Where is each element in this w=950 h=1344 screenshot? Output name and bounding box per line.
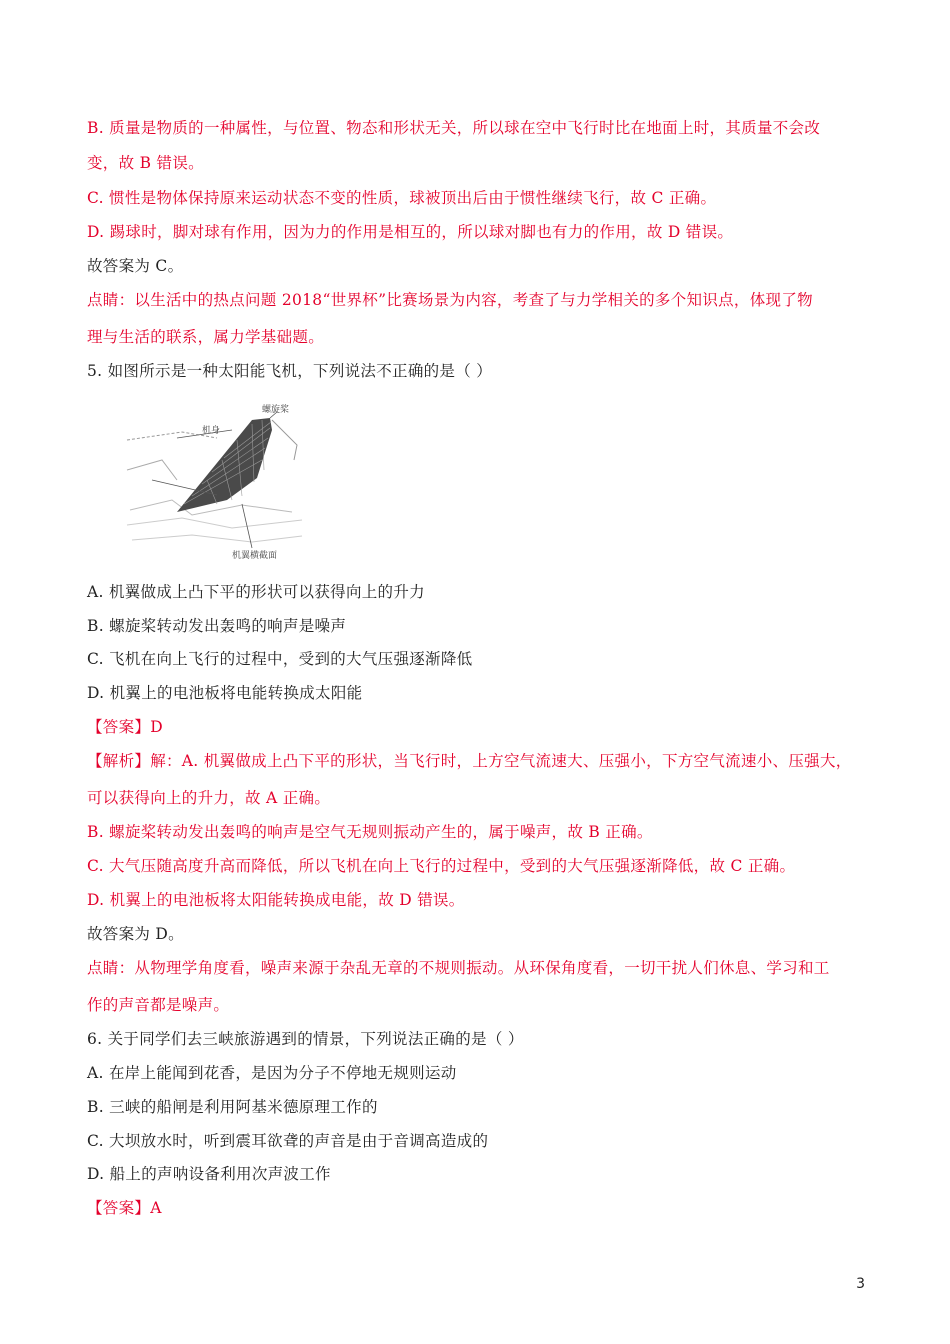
q4-note-line1: 点睛：以生活中的热点问题 2018“世界杯”比赛场景为内容，考查了与力学相关的多个知识点，体现了物 [87,291,813,309]
q6-option-b: B. 三峡的船闸是利用阿基米德原理工作的 [87,1098,378,1116]
q5-analysis-line1 [87,751,877,771]
q5-stem: 5. 如图所示是一种太阳能飞机，下列说法不正确的是（ ） [87,362,493,380]
q4-note-line2: 理与生活的联系，属力学基础题。 [87,328,325,346]
analysis-tag: 【解析】 [87,752,151,770]
q4-conclusion: 故答案为 C。 [87,257,184,275]
q4-analysis-d: D. 踢球时，脚对球有作用，因为力的作用是相互的，所以球对脚也有力的作用，故 D 错误。 [87,223,734,241]
q5-analysis-line4: C. 大气压随高度升高而降低，所以飞机在向上飞行的过程中，受到的大气压强逐渐降低，故 C 正确。 [87,857,796,875]
q5-note-line2: 作的声音都是噪声。 [87,996,230,1014]
q6-option-c: C. 大坝放水时，听到震耳欲聋的声音是由于音调高造成的 [87,1132,489,1150]
q6-answer: A [150,1199,162,1217]
q5-conclusion: 故答案为 D。 [87,925,184,943]
q6-option-d: D. 船上的声呐设备利用次声波工作 [87,1165,331,1183]
answer-tag: 【答案】 [87,718,151,736]
q5-analysis-line5: D. 机翼上的电池板将太阳能转换成电能，故 D 错误。 [87,891,465,909]
q5-answer-line [87,717,877,737]
solar-plane-figure [122,400,307,562]
q6-answer-tag: 【答案】 [87,1199,151,1217]
q6-stem: 6. 关于同学们去三峡旅游遇到的情景，下列说法正确的是（ ） [87,1030,524,1048]
solar-plane-illustration [122,400,307,562]
label-propeller: 螺旋桨 [262,405,290,415]
q5-analysis-text1: 解：A. 机翼做成上凸下平的形状，当飞行时，上方空气流速大、压强小，下方空气流速小、压强大， [150,752,852,770]
q5-analysis-line3: B. 螺旋桨转动发出轰鸣的响声是空气无规则振动产生的，属于噪声，故 B 正确。 [87,823,653,841]
q4-analysis-b-line1: B. 质量是物质的一种属性，与位置、物态和形状无关，所以球在空中飞行时比在地面上时，其质量不会改 [87,119,821,137]
q5-note-line1: 点睛：从物理学角度看，噪声来源于杂乱无章的不规则振动。从环保角度看，一切干扰人们休息、学习和工 [87,959,830,977]
q5-analysis-line2: 可以获得向上的升力，故 A 正确。 [87,789,331,807]
q5-option-b: B. 螺旋桨转动发出轰鸣的响声是噪声 [87,617,347,635]
q5-option-d: D. 机翼上的电池板将电能转换成太阳能 [87,684,363,702]
q6-option-a: A. 在岸上能闻到花香，是因为分子不停地无规则运动 [87,1064,457,1082]
q5-option-c: C. 飞机在向上飞行的过程中，受到的大气压强逐渐降低 [87,650,473,668]
q4-analysis-c: C. 惯性是物体保持原来运动状态不变的性质，球被顶出后由于惯性继续飞行，故 C 正确。 [87,189,717,207]
q5-answer: D [150,718,163,736]
page-number: 3 [856,1276,865,1292]
q6-answer-line [87,1198,877,1218]
label-fuselage: 机身 [202,426,221,436]
q4-analysis-b-line2: 变，故 B 错误。 [87,154,204,172]
label-wing-section: 机翼横截面 [232,551,278,561]
q5-option-a: A. 机翼做成上凸下平的形状可以获得向上的升力 [87,583,425,601]
